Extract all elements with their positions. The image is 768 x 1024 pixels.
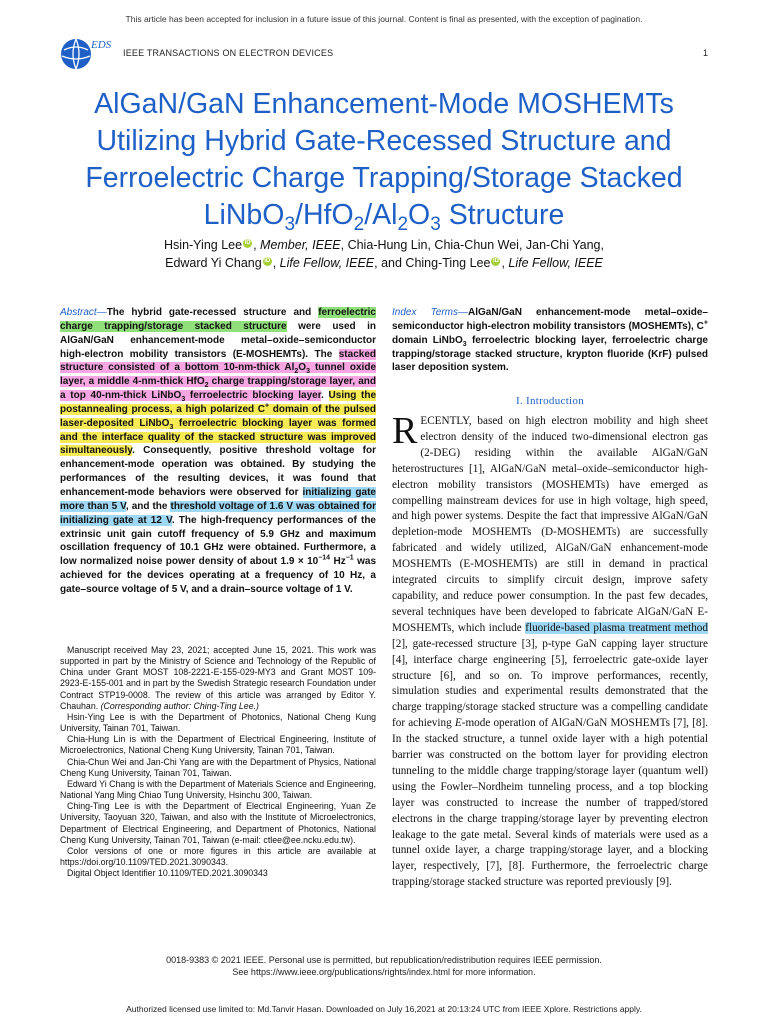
footnote: Chia-Chun Wei and Jan-Chi Yang are with the Department of Physics, National Cheng Kung University, Tainan 701, Taiwan. <box>60 756 376 778</box>
footnote: Manuscript received May 23, 2021; accepted June 15, 2021. This work was supported in part by the Ministry of Science and Technology of the Republic of China under Grant MOST 108-2221-E-155-029-MY3 and Grant MOST 109-2923-E-155-001 and in part by the Swedish Strategic research Foundation under Contract STP19-0008. The review of this article was arranged by Editor Y. Chauhan. (Corresponding author: Ching-Ting Lee.) <box>60 645 376 711</box>
title-line: Ferroelectric Charge Trapping/Storage Stacked <box>85 162 683 194</box>
highlight-blue: initializing gate more than 5 V <box>60 486 376 512</box>
footnote: Digital Object Identifier 10.1109/TED.2021.3090343 <box>67 868 268 879</box>
highlight-blue: threshold voltage of 1.6 V was obtained for initializing gate at 12 V <box>60 500 376 526</box>
author-names: , Chia-Hung Lin, Chia-Chun Wei, Jan-Chi Yang, <box>340 238 604 252</box>
highlight-green: ferroelectric charge trapping/storage stacked structure <box>60 307 376 332</box>
highlight-blue: fluoride-based plasma treatment method <box>525 621 708 634</box>
footnote: Edward Yi Chang is with the Department of Materials Science and Engineering, National Yang Ming Chiao Tung University, Hsinchu 300, Taiwan. <box>60 778 376 801</box>
copyright-notice: 0018-9383 © 2021 IEEE. Personal use is permitted, but republication/redistribution requires IEEE permission. See https://www.ieee.org/publications/rights/index.html for more information. <box>166 955 602 977</box>
page-number: 1 <box>702 48 708 58</box>
license-notice: Authorized licensed use limited to: Md.Tanvir Hasan. Downloaded on July 16,2021 at 20:13:24 UTC from IEEE Xplore. Restrictions apply. <box>126 1004 642 1014</box>
eds-logo <box>56 34 116 74</box>
orcid-icon[interactable]: iD <box>264 258 271 264</box>
drop-cap: R <box>392 410 418 452</box>
author-name: , and Ching-Ting Lee <box>374 256 491 270</box>
abstract-label: Abstract— <box>60 307 107 318</box>
index-terms-label: Index Terms— <box>392 307 469 318</box>
journal-name: IEEE TRANSACTIONS ON ELECTRON DEVICES <box>123 48 334 58</box>
acceptance-notice: This article has been accepted for inclusion in a future issue of this journal. Content is final as presented, with the exception of pagination. <box>125 14 643 24</box>
author-list: Hsin-Ying Lee iD , Member, IEEE, Chia-Hung Lin, Chia-Chun Wei, Jan-Chi Yang, Edward Yi Chang iD , Life Fellow, IEEE, and Ching-Ting Lee iD , Life Fellow, IEEE <box>164 238 604 270</box>
footnote: Hsin-Ying Lee is with the Department of Photonics, National Cheng Kung University, Tainan 701, Taiwan. <box>60 711 376 734</box>
author-role: Life Fellow, IEEE <box>508 256 603 270</box>
paper-title <box>40 86 728 234</box>
title-line: Utilizing Hybrid Gate-Recessed Structure and <box>96 125 672 157</box>
section-heading: I. Introduction <box>515 395 585 407</box>
orcid-icon[interactable]: iD <box>244 240 251 246</box>
eds-globe-icon <box>56 34 116 74</box>
footnote: Chia-Hung Lin is with the Department of Electrical Engineering, Institute of Microelectronics, National Cheng Kung University, Tainan 701, Taiwan. <box>60 734 376 756</box>
author-role: Life Fellow, IEEE <box>279 256 375 270</box>
author-name: Hsin-Ying Lee <box>164 238 243 252</box>
index-terms: Index Terms—AlGaN/GaN enhancement-mode metal–oxide–semiconductor high-electron mobility transistors (MOSHEMTs), C+ domain LiNbO$_3$ ferroelectric blocking layer, ferroelectric charge trapping/storage stacked structure, krypton fluoride (KrF) pulsed laser deposition system. <box>392 307 708 374</box>
logo-letters: EDS <box>91 39 112 51</box>
footnote: Color versions of one or more figures in this article are available at https://doi.org/10.1109/TED.2021.3090343. <box>60 845 376 867</box>
title-line: $LiNbO_3/HfO_2/Al_2O_3$ Structure <box>203 199 565 235</box>
highlight-yellow: Using the postannealing process, a high polarized C+ domain of the pulsed laser-deposited LiNbO$_3$ ferroelectric blocking layer was formed and the interface quality of the stacked structure was improved simultaneously <box>60 390 377 457</box>
footnotes <box>60 645 376 879</box>
introduction-text: RECENTLY, based on high electron mobility and high sheet electron density of the induced two-dimensional electron gas (2-DEG) residing within the available AlGaN/GaN heterostructures [1], AlGaN/GaN metal–oxide–semiconductor high-electron mobility transistors (MOSHEMTs) have emerged as compelling mainstream devices for use in high voltage, high speed, and high power systems. Despite the fact that impressive AlGaN/GaN depletion-mode MOSHEMTs (D-MOSHEMTs) are successfully fabricated and widely utilized, AlGaN/GaN enhancement-mode MOSHEMTs (E-MOSHEMTs) are still in demand in practical integrated circuits to simplify circuit design, improve safety capability, and reduce power consumption. In the past few decades, several techniques have been developed to fabricate AlGaN/GaN E-MOSHEMTs, which include fluoride-based plasma treatment method [2], gate-recessed structure [3], p-type GaN capping layer structure [4], interface charge engineering [5], ferroelectric gate-oxide layer structure [6], and so on. To improve performances, recently, simulation studies and experimental results demonstrated that the charge trapping/storage stacked structure was a compelling candidate for achieving E-mode operation of AlGaN/GaN MOSHEMTs [7], [8]. In the stacked structure, a tunnel oxide layer with a high potential barrier was constructed on the bottom layer for providing electron tunneling to the middle charge trapping/storage layer (quantum well) using the Fowler–Nordheim tunneling process, and a top blocking layer was constructed to increase the number of trapped/stored electrons in the charge trapping/storage layer by preventing electron leakage to the gate metal. Several kinds of materials were used as a tunnel oxide layer, a charge trapping/storage layer, and a blocking layer, respectively, [7], [8]. Furthermore, the ferroelectric charge trapping/storage stacked structure was reported previously [9]. <box>392 410 708 889</box>
highlight-pink: stacked structure consisted of a bottom 10-nm-thick $Al_2O_3$ tunnel oxide layer, a middle 4-nm-thick HfO$_2$ charge trapping/storage layer, and a top 40-nm-thick LiNbO$_3$ ferroelectric blocking layer <box>60 348 377 404</box>
footnote: Ching-Ting Lee is with the Department of Electrical Engineering, Yuan Ze University, Taoyuan 320, Taiwan, and also with the Institute of Microelectronics, Department of Electrical Engineering, and Department of Photonics, National Cheng Kung University, Tainan 701, Taiwan (e-mail: ctlee@ee.ncku.edu.tw). <box>60 801 376 845</box>
orcid-icon[interactable]: iD <box>492 258 499 264</box>
author-role: Member, IEEE <box>260 238 341 252</box>
title-line: AlGaN/GaN Enhancement-Mode MOSHEMTs <box>94 88 674 120</box>
author-name: Edward Yi Chang <box>165 256 262 270</box>
abstract: Abstract—The hybrid gate-recessed structure and ferroelectric charge trapping/storage stacked structure were used in AlGaN/GaN enhancement-mode metal–oxide–semiconductor high-electron mobility transistors (E-MOSHEMTs). The stacked structure consisted of a bottom 10-nm-thick $Al_2O_3$ tunnel oxide layer, a middle 4-nm-thick HfO$_2$ charge trapping/storage layer, and a top 40-nm-thick LiNbO$_3$ ferroelectric blocking layer. Using the postannealing process, a high polarized C+ domain of the pulsed laser-deposited LiNbO$_3$ ferroelectric blocking layer was formed and the interface quality of the stacked structure was improved simultaneously. Consequently, positive threshold voltage for enhancement-mode operation was obtained. By studying the performances of the resulting devices, it was found that enhancement-mode behaviors were observed for initializing gate more than 5 V, and the threshold voltage of 1.6 V was obtained for initializing gate at 12 V. The high-frequency performances of the extrinsic unit gain cutoff frequency of 5.9 GHz and maximum oscillation frequency of 10.1 GHz were obtained. Furthermore, a low normalized noise power density of about $1.9 \times 10^{-14}$ $Hz^{-1}$ was achieved for the devices operating at a frequency of 10 Hz, a gate–source voltage of 5 V, and a drain–source voltage of 1 V. <box>60 307 377 595</box>
